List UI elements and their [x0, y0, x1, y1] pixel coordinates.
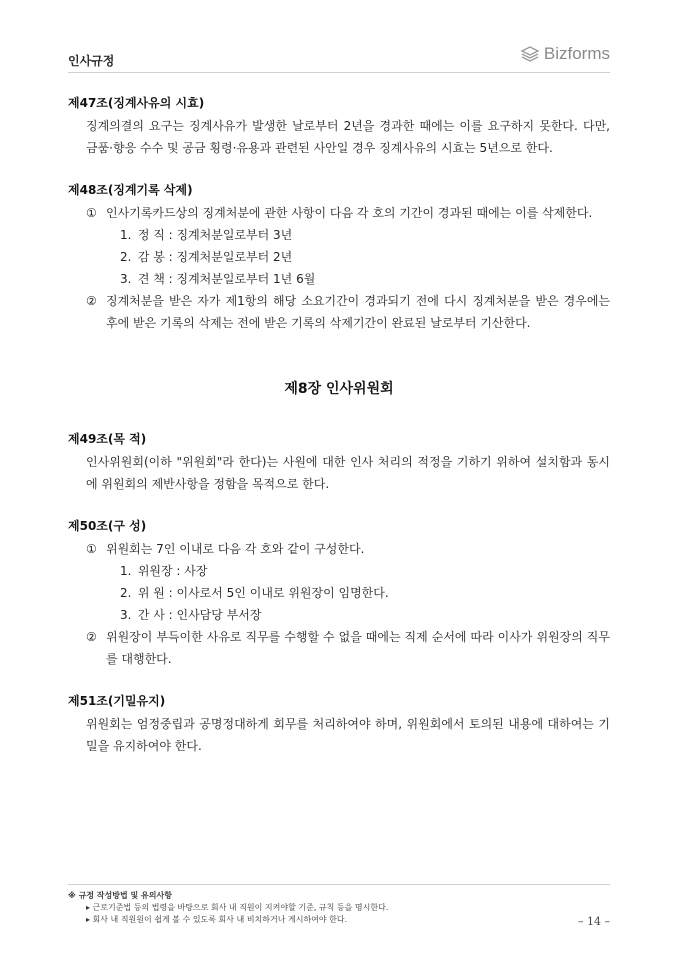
- article-49: [68, 430, 610, 495]
- page-header: [68, 40, 610, 73]
- article-47: [68, 94, 610, 159]
- sub-item: 2. 감 봉 : 징계처분일로부터 2년: [120, 250, 293, 264]
- clause-text: 위원회는 7인 이내로 다음 각 호와 같이 구성한다.: [106, 542, 365, 556]
- article-title: 제50조(구 성): [68, 519, 147, 533]
- clause-text: 징계처분을 받은 자가 제1항의 해당 소요기간이 경과되기 전에 다시 징계처분을 받은 경우에는 후에 받은 기록의 삭제는 전에 받은 기록의 삭제기간이 완료된 날로부터 기산한다.: [106, 294, 610, 330]
- footer-notes: [68, 890, 388, 926]
- bizforms-logo: [520, 44, 610, 64]
- footer-note: ▸ 회사 내 직원원이 쉽게 볼 수 있도록 회사 내 비치하거나 게시하여야 한다.: [86, 915, 348, 924]
- clause-text: 인사기록카드상의 징계처분에 관한 사항이 다음 각 호의 기간이 경과된 때에는 이를 삭제한다.: [106, 206, 593, 220]
- chapter-title: 제8장 인사위원회: [284, 381, 394, 397]
- clause-text: 위원장이 부득이한 사유로 직무를 수행할 수 없을 때에는 직제 순서에 따라 이사가 위원장의 직무를 대행한다.: [106, 630, 610, 666]
- document-title: 인사규정: [68, 54, 115, 68]
- clause-number: ①: [86, 542, 97, 556]
- footer-note: ▸ 근로기준법 등의 법령을 바탕으로 회사 내 직원이 지켜야할 기준, 규칙 등을 명시한다.: [86, 903, 389, 912]
- article-51: [68, 692, 610, 757]
- article-title: 제48조(징계기록 삭제): [68, 183, 193, 197]
- footer-heading: ※ 규정 작성방법 및 유의사항: [68, 891, 172, 900]
- sub-item: 3. 간 사 : 인사담당 부서장: [120, 608, 262, 622]
- clause-1: [68, 538, 610, 560]
- clause-number: ①: [86, 206, 97, 220]
- article-title: 제49조(목 적): [68, 432, 147, 446]
- article-48: [68, 181, 610, 334]
- footer-divider: [68, 884, 610, 885]
- logo-text: Bizforms: [543, 44, 610, 63]
- article-body: 징계의결의 요구는 징계사유가 발생한 날로부터 2년을 경과한 때에는 이를 요구하지 못한다. 다만, 금품·향응 수수 및 공금 횡령·유용과 관련된 사안일 경우 징계사유의 시효는 5년으로 한다.: [86, 119, 610, 155]
- sub-item: 1. 위원장 : 사장: [120, 564, 208, 578]
- sub-item: 2. 위 원 : 이사로서 5인 이내로 위원장이 임명한다.: [120, 586, 389, 600]
- clause-2: [68, 290, 610, 334]
- document-body: [68, 94, 610, 779]
- article-50: [68, 517, 610, 670]
- article-title: 제51조(기밀유지): [68, 694, 166, 708]
- article-body: 위원회는 엄정중립과 공명정대하게 회무를 처리하여야 하며, 위원회에서 토의된 내용에 대하여는 기밀을 유지하여야 한다.: [86, 717, 610, 753]
- layers-icon: [520, 44, 540, 64]
- article-body: 인사위원회(이하 "위원회"라 한다)는 사원에 대한 인사 처리의 적정을 기하기 위하여 설치함과 동시에 위원회의 제반사항을 정함을 목적으로 한다.: [86, 455, 610, 491]
- clause-2: [68, 626, 610, 670]
- sub-item: 3. 견 책 : 징계처분일로부터 1년 6월: [120, 272, 316, 286]
- clause-number: ②: [86, 294, 97, 308]
- page-number: – 14 –: [578, 915, 610, 928]
- clause-1: [68, 202, 610, 224]
- article-title: 제47조(징계사유의 시효): [68, 96, 205, 110]
- sub-item: 1. 정 직 : 징계처분일로부터 3년: [120, 228, 293, 242]
- clause-number: ②: [86, 630, 97, 644]
